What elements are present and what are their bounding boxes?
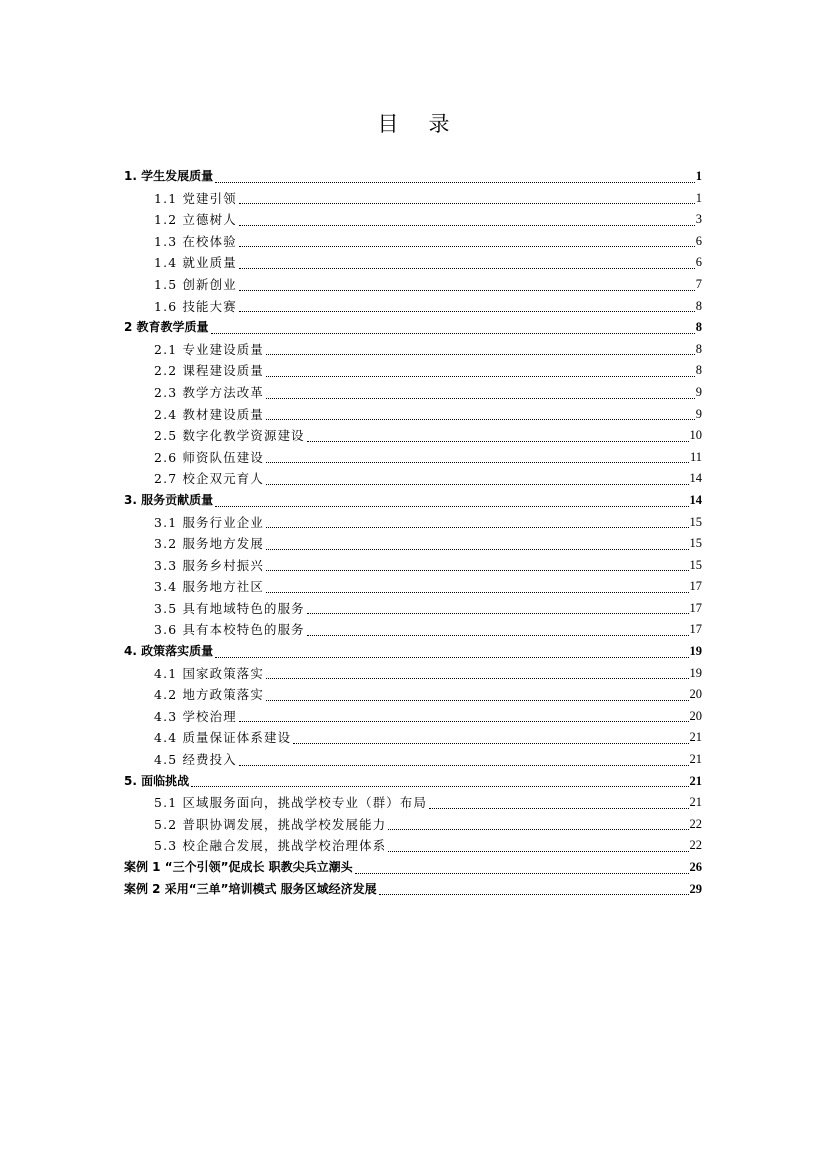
toc-section-entry[interactable]: [124, 857, 702, 879]
toc-subsection-entry[interactable]: [124, 663, 702, 685]
toc-page-number: 17: [689, 600, 702, 615]
toc-page-number: 20: [689, 708, 702, 723]
dot-leader: [266, 418, 695, 420]
toc-subsection-entry[interactable]: [124, 404, 702, 426]
dot-leader: [379, 893, 689, 895]
dot-leader: [307, 612, 689, 614]
dot-leader: [266, 699, 689, 701]
toc-page-number: 1: [695, 190, 702, 205]
dot-leader: [266, 397, 695, 399]
toc-page-number: 21: [689, 752, 702, 767]
toc-page-number: 15: [689, 557, 702, 572]
page-title: [0, 108, 827, 138]
dot-leader: [215, 505, 688, 507]
toc-page-number: 21: [689, 730, 702, 745]
toc-entry-label: 5.1 区域服务面向，挑战学校专业（群）布局: [154, 795, 428, 811]
toc-subsection-entry[interactable]: [124, 555, 702, 577]
toc-subsection-entry[interactable]: [124, 360, 702, 382]
toc-entry-label: 2.1 专业建设质量: [154, 341, 264, 357]
toc-page-number: 7: [695, 276, 702, 291]
dot-leader: [355, 872, 689, 874]
toc-entry-label: 2.7 校企双元育人: [154, 471, 264, 487]
dot-leader: [266, 591, 689, 593]
toc-entry-label: 1.4 就业质量: [154, 255, 237, 271]
toc-page-number: 29: [689, 881, 702, 896]
dot-leader: [307, 440, 689, 442]
dot-leader: [266, 569, 689, 571]
toc-page-number: 6: [695, 255, 702, 270]
toc-entry-label: 4.5 经费投入: [154, 752, 237, 768]
toc-page-number: 14: [689, 471, 702, 486]
toc-subsection-entry[interactable]: [124, 274, 702, 296]
toc-subsection-entry[interactable]: [124, 468, 702, 490]
toc-entry-label: 案例 2 采用“三单”培训模式 服务区域经济发展: [124, 881, 377, 896]
dot-leader: [266, 353, 695, 355]
toc-entry-label: 1.5 创新创业: [154, 276, 237, 292]
toc-page-number: 8: [695, 298, 702, 313]
toc-entry-label: 案例 1 “三个引领”促成长 职教尖兵立潮头: [124, 860, 353, 874]
toc-page-number: 21: [689, 773, 702, 788]
dot-leader: [266, 375, 695, 377]
toc-page-number: 17: [689, 579, 702, 594]
toc-subsection-entry[interactable]: [124, 684, 702, 706]
dot-leader: [293, 742, 688, 744]
toc-page-number: 1: [695, 169, 702, 183]
toc-subsection-entry[interactable]: [124, 749, 702, 771]
toc-section-entry[interactable]: [124, 771, 702, 793]
toc-entry-label: 3.3 服务乡村振兴: [154, 557, 264, 573]
toc-page-number: 8: [695, 363, 702, 378]
dot-leader: [239, 245, 695, 247]
toc-entry-label: 2.3 教学方法改革: [154, 384, 264, 400]
dot-leader: [388, 850, 688, 852]
toc-entry-label: 1.6 技能大赛: [154, 298, 237, 314]
dot-leader: [266, 677, 689, 679]
toc-entry-label: 2.2 课程建设质量: [154, 363, 264, 379]
toc-entry-label: 5.2 普职协调发展，挑战学校发展能力: [154, 816, 387, 832]
dot-leader: [266, 461, 689, 463]
dot-leader: [239, 764, 689, 766]
toc-subsection-entry[interactable]: [124, 209, 702, 231]
toc-subsection-entry[interactable]: [124, 188, 702, 210]
dot-leader: [211, 332, 695, 334]
toc-page-number: 15: [689, 536, 702, 551]
toc-entry-label: 4.2 地方政策落实: [154, 687, 264, 703]
toc-subsection-entry[interactable]: [124, 252, 702, 274]
toc-entry-label: 1.2 立德树人: [154, 212, 237, 228]
toc-section-entry[interactable]: [124, 490, 702, 512]
toc-page-number: 22: [689, 816, 702, 831]
dot-leader: [266, 548, 689, 550]
toc-subsection-entry[interactable]: [124, 792, 702, 814]
toc-subsection-entry[interactable]: [124, 727, 702, 749]
toc-subsection-entry[interactable]: [124, 425, 702, 447]
dot-leader: [191, 785, 688, 787]
toc-subsection-entry[interactable]: [124, 231, 702, 253]
dot-leader: [239, 720, 689, 722]
toc-page-number: 22: [689, 838, 702, 853]
toc-entry-label: 2.5 数字化教学资源建设: [154, 428, 305, 444]
toc-subsection-entry[interactable]: [124, 706, 702, 728]
dot-leader: [307, 634, 689, 636]
toc-entry-label: 4.1 国家政策落实: [154, 665, 264, 681]
toc-page-number: 9: [695, 406, 702, 421]
toc-page-number: 6: [695, 233, 702, 248]
toc-entry-label: 5. 面临挑战: [124, 773, 190, 788]
toc-entry-label: 3.2 服务地方发展: [154, 536, 264, 552]
toc-section-entry[interactable]: [124, 166, 702, 188]
toc-subsection-entry[interactable]: [124, 598, 702, 620]
dot-leader: [215, 181, 695, 183]
dot-leader: [215, 656, 688, 658]
toc-entry-label: 3.4 服务地方社区: [154, 579, 264, 595]
title-char-2: 录: [428, 112, 450, 136]
title-char-1: 目: [377, 112, 399, 136]
toc-entry-label: 1. 学生发展质量: [124, 169, 214, 183]
toc-page-number: 21: [689, 795, 702, 810]
toc-subsection-entry[interactable]: [124, 339, 702, 361]
toc-page-number: 19: [689, 665, 702, 680]
dot-leader: [239, 202, 695, 204]
toc-page-number: 17: [689, 622, 702, 637]
dot-leader: [239, 267, 695, 269]
toc-page-number: 19: [689, 644, 702, 659]
toc-subsection-entry[interactable]: [124, 814, 702, 836]
toc-entry-label: 4.4 质量保证体系建设: [154, 730, 292, 746]
dot-leader: [388, 828, 688, 830]
dot-leader: [239, 310, 695, 312]
toc-page-number: 8: [695, 341, 702, 356]
toc-section-entry[interactable]: [124, 641, 702, 663]
toc-entry-label: 3.1 服务行业企业: [154, 514, 264, 530]
toc-subsection-entry[interactable]: [124, 533, 702, 555]
toc-entry-label: 3. 服务贡献质量: [124, 492, 214, 507]
toc-subsection-entry[interactable]: [124, 576, 702, 598]
dot-leader: [239, 289, 695, 291]
dot-leader: [429, 807, 688, 809]
toc-subsection-entry[interactable]: [124, 447, 702, 469]
toc-entry-label: 2.4 教材建设质量: [154, 406, 264, 422]
toc-entry-label: 2.6 师资队伍建设: [154, 449, 264, 465]
toc-entry-label: 4.3 学校治理: [154, 708, 237, 724]
toc-subsection-entry[interactable]: [124, 619, 702, 641]
toc-subsection-entry[interactable]: [124, 382, 702, 404]
toc-subsection-entry[interactable]: [124, 512, 702, 534]
toc-page-number: 26: [689, 860, 702, 874]
toc-entry-label: 1.3 在校体验: [154, 233, 237, 249]
toc-page-number: 9: [695, 384, 702, 399]
dot-leader: [239, 224, 695, 226]
dot-leader: [266, 526, 689, 528]
toc-subsection-entry[interactable]: [124, 296, 702, 318]
toc-entry-label: 4. 政策落实质量: [124, 644, 214, 659]
toc-entry-label: 1.1 党建引领: [154, 190, 237, 206]
toc-page-number: 11: [689, 449, 702, 464]
toc-section-entry[interactable]: [124, 317, 702, 339]
toc-entry-label: 2 教育教学质量: [124, 320, 209, 335]
toc-page-number: 15: [689, 514, 702, 529]
dot-leader: [266, 483, 689, 485]
toc-subsection-entry[interactable]: [124, 835, 702, 857]
toc-page-number: 3: [695, 212, 702, 227]
toc-entry-label: 5.3 校企融合发展，挑战学校治理体系: [154, 838, 387, 854]
table-of-contents: [124, 166, 702, 900]
toc-section-entry[interactable]: [124, 879, 702, 901]
toc-page-number: 14: [689, 492, 702, 507]
toc-entry-label: 3.5 具有地域特色的服务: [154, 600, 305, 616]
toc-page-number: 20: [689, 687, 702, 702]
toc-page-number: 8: [695, 320, 702, 335]
toc-entry-label: 3.6 具有本校特色的服务: [154, 622, 305, 638]
toc-page-number: 10: [689, 428, 702, 443]
